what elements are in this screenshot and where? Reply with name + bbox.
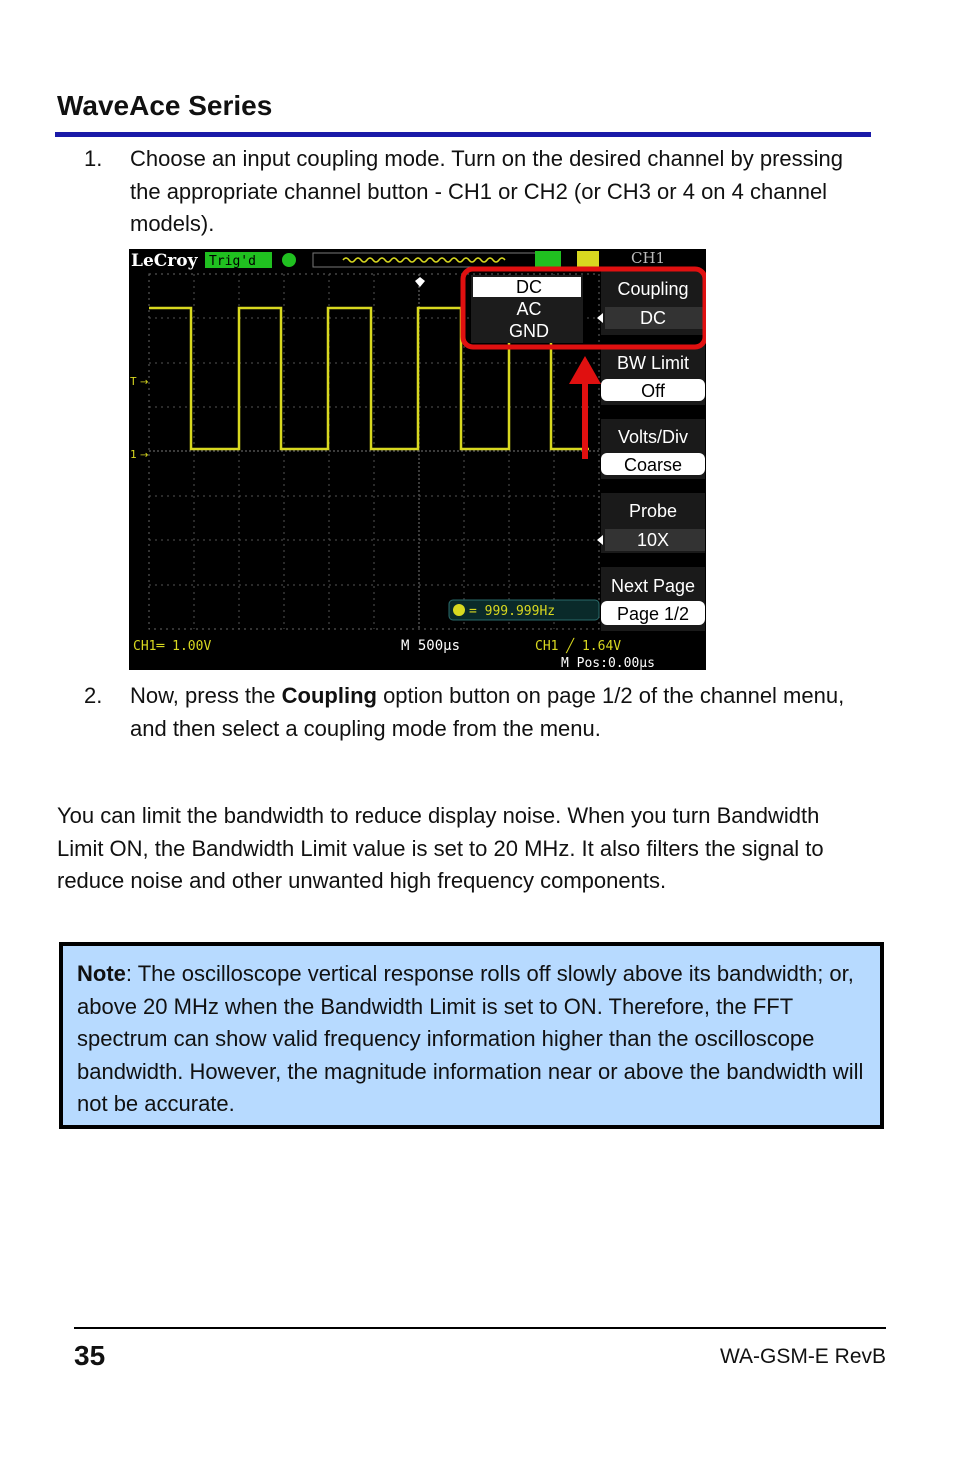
menu-bw-limit-button[interactable] xyxy=(601,345,705,405)
menu-probe-value: 10X xyxy=(636,530,670,550)
bandwidth-paragraph: You can limit the bandwidth to reduce display noise. When you turn Bandwidth Limit ON, the Bandwidth Limit value is set to 20 MHz. It also filters the signal to reduce noise and other unwanted high frequency components. xyxy=(57,803,824,893)
menu-probe-label: Probe xyxy=(628,501,678,521)
menu-volts-div-value: Coarse xyxy=(623,455,683,475)
step-text: Choose an input coupling mode. Turn on the desired channel by pressing the appropriate channel button - CH1 or CH2 (or CH3 or 4 on 4 channel models). xyxy=(130,146,844,236)
menu-probe-button[interactable] xyxy=(597,493,705,553)
popup-option-gnd[interactable]: GND xyxy=(509,321,549,341)
run-icon xyxy=(282,253,296,267)
timebase: M 500μs xyxy=(401,638,461,654)
popup-option-dc[interactable]: DC xyxy=(516,277,542,297)
document-id: WA-GSM-E RevB xyxy=(719,1345,886,1368)
coupling-popup[interactable] xyxy=(471,275,583,343)
step-number: 2. xyxy=(84,683,103,708)
page-title: WaveAce Series xyxy=(57,90,273,121)
page-number: 35 xyxy=(74,1340,106,1371)
step-number: 1. xyxy=(84,146,103,171)
trigger-level-arrow-icon: → xyxy=(140,377,149,388)
menu-volts-div-label: Volts/Div xyxy=(617,427,689,447)
menu-coupling-button[interactable] xyxy=(597,271,705,335)
usb-icon xyxy=(535,251,561,267)
mpos-readout: M Pos:0.00μs xyxy=(561,656,655,670)
frequency-counter-icon xyxy=(453,604,465,616)
note-text: : The oscilloscope vertical response rolls off slowly above its bandwidth; or, above 20 MHz when the Bandwidth Limit is set to ON. Therefore, the FFT spectrum can show valid frequency information higher than the oscilloscope bandwidth. However, the magnitude information near or above the bandwidth will not be accurate. xyxy=(77,961,864,1116)
oscilloscope-screenshot xyxy=(129,249,706,670)
menu-bw-limit-value: Off xyxy=(641,381,665,401)
menu-coupling-value: DC xyxy=(640,308,666,328)
header-divider xyxy=(55,132,871,137)
step-text-after: option button on page 1/2 of the channel menu, and then select a coupling mode from the menu. xyxy=(130,683,845,741)
footer-divider xyxy=(74,1327,886,1329)
ch1-ground-marker: 1 xyxy=(130,448,137,461)
menu-volts-div-button[interactable] xyxy=(601,419,705,479)
menu-next-page-label: Next Page xyxy=(610,576,696,596)
memory-wave-icon xyxy=(343,258,505,262)
popup-option-ac[interactable]: AC xyxy=(516,299,542,319)
ch1-ground-arrow-icon: → xyxy=(140,450,149,461)
channel-menu xyxy=(597,271,705,631)
trigger-position-marker xyxy=(415,277,425,287)
trigger-readout: CH1 ╱ 1.64V xyxy=(535,639,622,654)
highlight-arrow-head-icon xyxy=(569,356,601,384)
step-text-before: Now, press the xyxy=(130,683,282,708)
note-label: Note xyxy=(77,961,126,986)
channel-tab: CH1 xyxy=(631,249,666,267)
step-text xyxy=(130,680,860,745)
menu-next-page-button[interactable] xyxy=(601,567,705,631)
probe-arrow-icon xyxy=(597,535,603,545)
trig-status-label: Trig'd xyxy=(209,254,256,269)
menu-bw-limit-label: BW Limit xyxy=(617,353,689,373)
frequency-readout: = 999.999Hz xyxy=(469,604,556,619)
brand-logo: LeCroy xyxy=(131,251,198,271)
menu-next-page-value: Page 1/2 xyxy=(616,604,690,624)
menu-coupling-label: Coupling xyxy=(617,279,689,299)
oscilloscope-display xyxy=(129,249,706,670)
battery-icon xyxy=(577,251,599,267)
trigger-level-marker: T xyxy=(130,375,137,388)
coupling-term: Coupling xyxy=(281,683,377,708)
coupling-arrow-icon xyxy=(597,313,603,323)
ch1-scale: CH1═ 1.00V xyxy=(133,639,212,654)
note-box xyxy=(59,942,884,1129)
